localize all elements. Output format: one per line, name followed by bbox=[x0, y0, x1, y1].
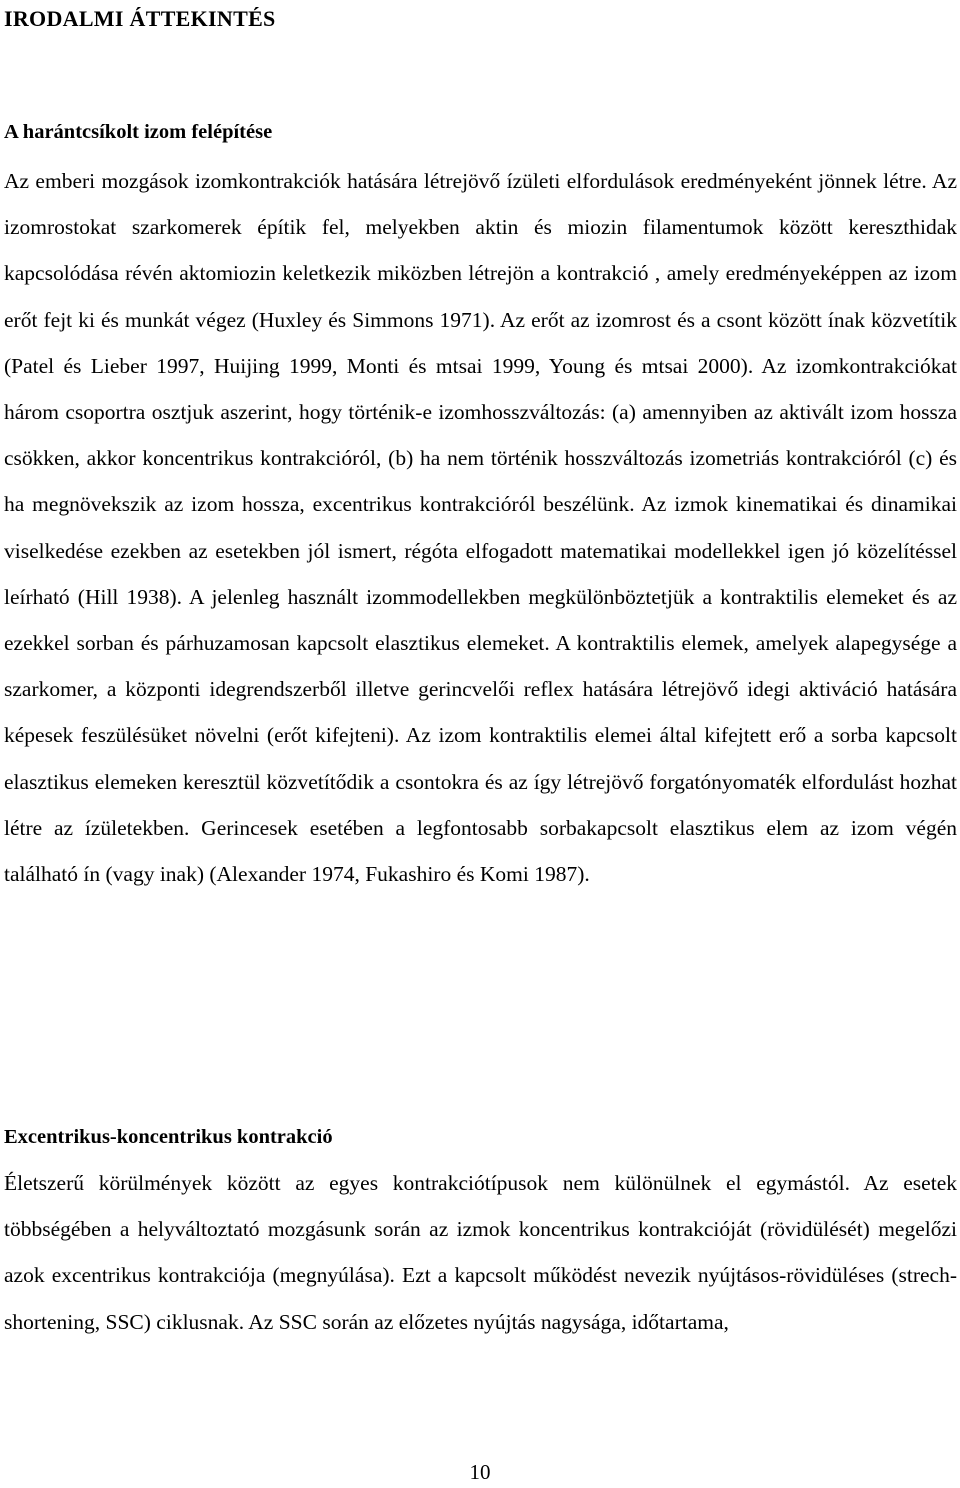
section-body-eccentric-concentric: Életszerű körülmények között az egyes kontrakciótípusok nem különülnek el egymástól. Az esetek többségében a helyváltoztató mozgásunk során az izmok koncentrikus kontrakcióját (rövidülését) megelőzi azok excentrikus kontrakciója (megnyúlása). Ezt a kapcsolt működést nevezik nyújtásos-rövidüléses (strech-shortening, SSC) ciklusnak. Az SSC során az előzetes nyújtás nagysága, időtartama, bbox=[4, 1171, 957, 1334]
chapter-title: IRODALMI ÁTTEKINTÉS bbox=[4, 6, 276, 31]
page-number: 10 bbox=[469, 1460, 491, 1484]
section-heading-eccentric-concentric: Excentrikus-koncentrikus kontrakció bbox=[4, 1126, 333, 1148]
section-heading-muscle-structure: A harántcsíkolt izom felépítése bbox=[4, 121, 273, 143]
section-body-muscle-structure: Az emberi mozgások izomkontrakciók hatására létrejövő ízületi elfordulások eredményeként jönnek létre. Az izomrostokat szarkomerek építik fel, melyekben aktin és miozin filamentumok között kereszthidak kapcsolódása révén aktomiozin keletkezik miközben létrejön a kontrakció , amely eredményeképpen az izom erőt fejt ki és munkát végez (Huxley és Simmons 1971). Az erőt az izomrost és a csont között ínak közvetítik (Patel és Lieber 1997, Huijing 1999, Monti és mtsai 1999, Young és mtsai 2000). Az izomkontrakciókat három csoportra osztjuk aszerint, hogy történik-e izomhosszváltozás: (a) amennyiben az aktivált izom hossza csökken, akkor koncentrikus kontrakcióról, (b) ha nem történik hosszváltozás izometriás kontrakcióról (c) és ha megnövekszik az izom hossza, excentrikus kontrakcióról beszélünk. Az izmok kinematikai és dinamikai viselkedése ezekben az esetekben jól ismert, régóta elfogadott matematikai modellekkel igen jó közelítéssel leírható (Hill 1938). A jelenleg használt izommodellekben megkülönböztetjük a kontraktilis elemeket és az ezekkel sorban és párhuzamosan kapcsolt elasztikus elemeket. A kontraktilis elemek, amelyek alapegysége a szarkomer, a központi idegrendszerből illetve gerincvelői reflex hatására létrejövő idegi aktiváció hatására képesek feszülésüket növelni (erőt kifejteni). Az izom kontraktilis elemei által kifejtett erő a sorba kapcsolt elasztikus elemeken keresztül közvetítődik a csontokra és az így létrejövő forgatónyomaték elfordulást hozhat létre az ízületekben. Gerincesek esetében a legfontosabb sorbakapcsolt elasztikus elem az izom végén található ín (vagy inak) (Alexander 1974, Fukashiro és Komi 1987). bbox=[4, 169, 957, 887]
